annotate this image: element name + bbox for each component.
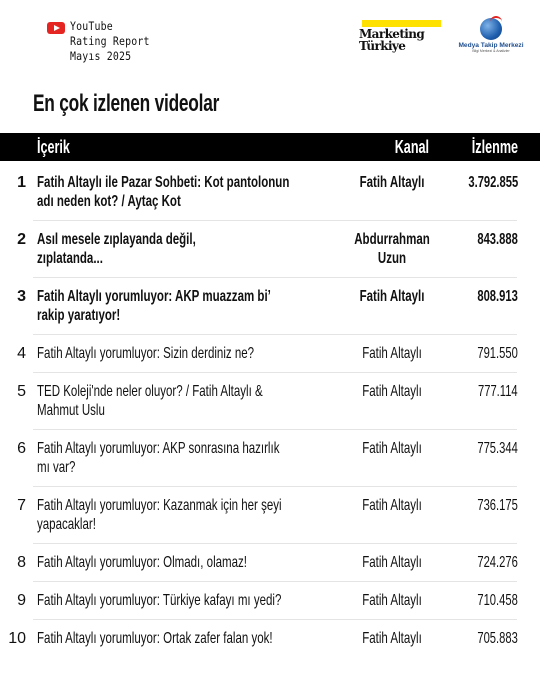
title-line: Fatih Altaylı ile Pazar Sohbeti: Kot pantolonun [37,174,290,191]
row-divider [33,543,517,544]
title-line: Fatih Altaylı yorumluyor: Sizin derdiniz ne? [37,345,255,362]
channel-line: Fatih Altaylı [362,592,422,609]
row-content-title [37,287,332,325]
row-divider [33,581,517,582]
row-content-title [37,591,332,610]
row-channel [330,553,454,572]
row-views: 705.883 [477,630,518,647]
row-content-title [37,382,332,420]
report-label [70,19,150,64]
row-views: 808.913 [477,288,518,305]
row-channel [330,287,454,306]
row-views: 775.344 [477,440,518,457]
channel-line: Fatih Altaylı [359,288,425,305]
row-rank: 1 [17,174,26,191]
channel-line: Uzun [377,250,407,267]
row-channel [330,382,454,401]
row-views: 736.175 [477,497,518,514]
row-views: 710.458 [477,592,518,609]
row-rank: 6 [17,440,26,457]
row-content-title [37,173,332,211]
row-channel [330,439,454,458]
row-content-title [37,439,332,477]
logo-subtitle: Bilgi Merkezi & Analizler [472,49,510,53]
title-line: Asıl mesele zıplayanda değil, [37,231,196,248]
row-views: 791.550 [477,345,518,362]
row-divider [33,220,517,221]
title-line: yapacaklar! [37,516,96,533]
title-line: Fatih Altaylı yorumluyor: Kazanmak için her şeyi [37,497,282,514]
row-divider [33,277,517,278]
marketing-turkiye-logo [359,20,441,54]
row-divider [33,334,517,335]
row-rank: 7 [17,497,26,514]
row-content-title [37,496,332,534]
globe-icon [480,18,502,40]
logo-text-line1: Marketing [359,27,425,41]
report-name: Rating Report [70,34,150,48]
row-views: 724.276 [477,554,518,571]
row-divider [33,372,517,373]
row-channel [330,173,454,192]
logo-name: Medya Takip Merkezi [458,42,524,49]
row-divider [33,486,517,487]
table-header [0,133,540,161]
row-channel [330,629,454,648]
row-rank: 2 [17,231,26,248]
row-channel [330,496,454,515]
row-content-title [37,344,332,363]
row-rank: 9 [17,592,26,609]
row-channel [330,344,454,363]
channel-line: Fatih Altaylı [362,440,422,457]
logo-accent-bar [362,20,441,27]
title-line: adı neden kot? / Aytaç Kot [37,193,181,210]
channel-line: Fatih Altaylı [359,174,425,191]
channel-line: Fatih Altaylı [362,345,422,362]
title-line: Mahmut Uslu [37,402,105,419]
header-content: İçerik [37,137,70,157]
platform-name: YouTube [70,19,113,33]
row-rank: 8 [17,554,26,571]
channel-line: Fatih Altaylı [362,497,422,514]
row-content-title [37,230,332,268]
header-channel: Kanal [394,137,429,157]
channel-line: Abdurrahman [354,231,430,248]
title-line: TED Koleji'nde neler oluyor? / Fatih Altaylı & [37,383,263,400]
title-line: Fatih Altaylı yorumluyor: AKP muazzam bi’ [37,288,271,305]
channel-line: Fatih Altaylı [362,630,422,647]
row-rank: 5 [17,383,26,400]
page-title: En çok izlenen videolar [33,90,220,117]
row-views: 3.792.855 [468,174,518,191]
row-rank: 3 [17,288,26,305]
youtube-icon [47,22,65,34]
title-line: rakip yaratıyor! [37,307,121,324]
row-views: 843.888 [477,231,518,248]
title-line: zıplatanda... [37,250,103,267]
row-divider [33,429,517,430]
row-views: 777.114 [478,383,518,400]
channel-line: Fatih Altaylı [362,383,422,400]
report-header [0,0,540,80]
title-line: Fatih Altaylı yorumluyor: Türkiye kafayı mı yedi? [37,592,282,609]
row-rank: 10 [8,630,26,647]
title-line: mı var? [37,459,76,476]
row-channel [330,230,454,268]
report-period: Mayıs 2025 [70,49,132,63]
title-line: Fatih Altaylı yorumluyor: Olmadı, olamaz! [37,554,247,571]
medya-takip-merkezi-logo [455,18,527,58]
title-line: Fatih Altaylı yorumluyor: AKP sonrasına hazırlık [37,440,280,457]
row-rank: 4 [17,345,26,362]
title-line: Fatih Altaylı yorumluyor: Ortak zafer falan yok! [37,630,273,647]
header-views: İzlenme [471,137,518,157]
row-divider [33,619,517,620]
row-content-title [37,629,332,648]
row-content-title [37,553,332,572]
row-channel [330,591,454,610]
logo-text-line2: Türkiye [359,39,406,53]
channel-line: Fatih Altaylı [362,554,422,571]
